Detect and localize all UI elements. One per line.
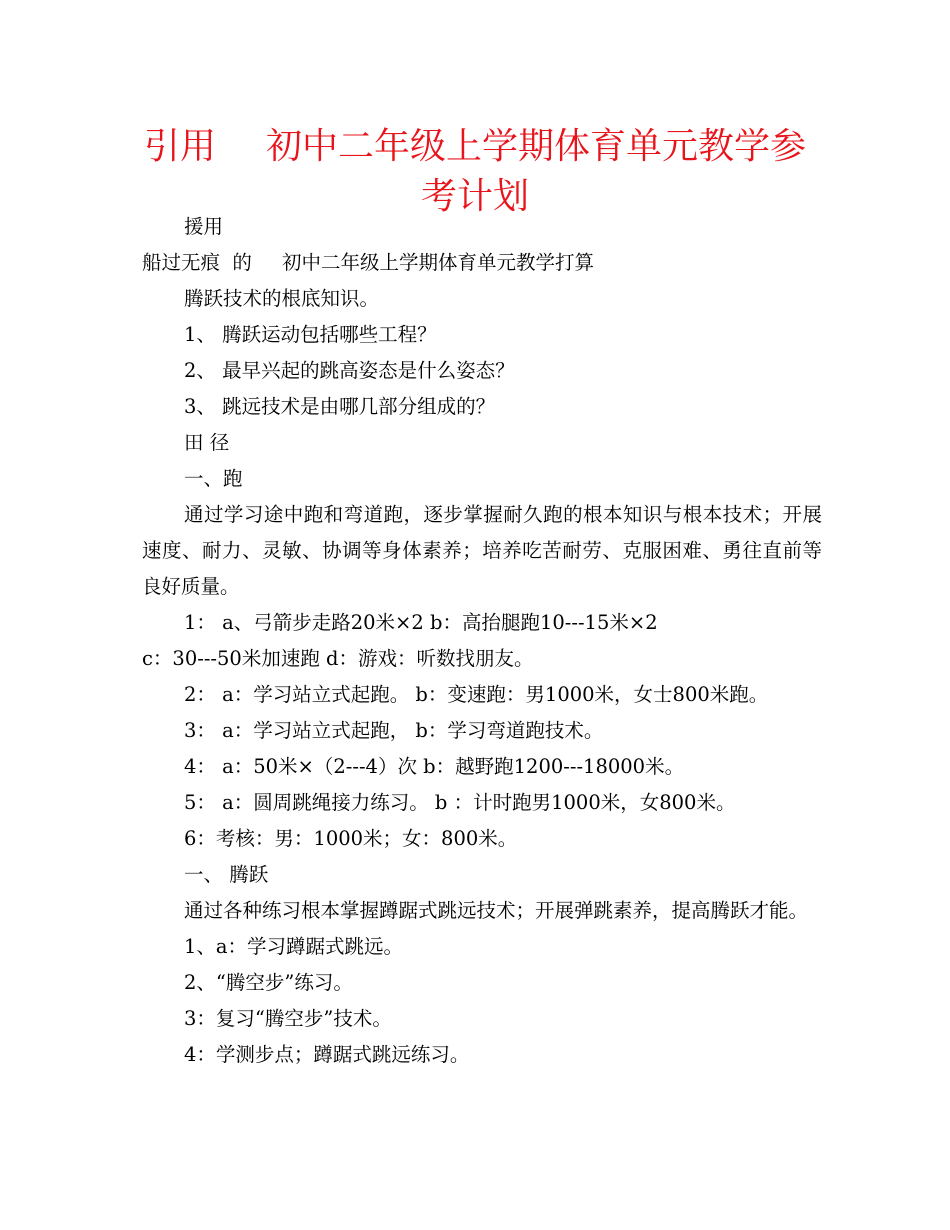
paragraph: 腾跃技术的根底知识。 — [184, 287, 380, 310]
paragraph: 通过学习途中跑和弯道跑，逐步掌握耐久跑的根本知识与根本技术；开展速度、耐力、灵敏、协调等身体素养；培养吃苦耐劳、克服困难、勇往直前等良好质量。 — [142, 503, 822, 598]
question-item: 3、 跳远技术是由哪几部分组成的？ — [184, 395, 496, 418]
question-item: 2、 最早兴起的跳高姿态是什么姿态？ — [184, 359, 515, 382]
title-main: 初中二年级上学期体育单元教学参 — [266, 126, 807, 167]
list-item: 1、a：学习蹲踞式跳远。 — [184, 935, 404, 958]
quote-label: 援用 — [184, 215, 224, 238]
list-item: 4：学测步点；蹲踞式跳远练习。 — [184, 1043, 470, 1066]
document-body — [142, 209, 822, 1073]
list-item: 4： a：50米×（2---4）次 b：越野跑1200---18000米。 — [184, 755, 685, 778]
list-item: 5： a：圆周跳绳接力练习。 b ：计时跑男1000米，女800米。 — [184, 791, 736, 814]
title-prefix: 引用 — [143, 126, 216, 167]
document-title — [120, 122, 830, 222]
paragraph: 通过各种练习根本掌握蹲踞式跳远技术；开展弹跳素养，提高腾跃才能。 — [184, 899, 809, 922]
list-item: 3：复习“腾空步”技术。 — [184, 1007, 392, 1030]
section-heading: 田 径 — [184, 431, 230, 454]
list-item: 3： a：学习站立式起跑， b：学习弯道跑技术。 — [184, 719, 604, 742]
byline — [142, 245, 822, 281]
byline-subject: 初中二年级上学期体育单元教学打算 — [281, 251, 594, 274]
list-item-continuation: c：30---50米加速跑 d：游戏：听数找朋友。 — [142, 647, 534, 670]
list-item: 6：考核：男：1000米；女：800米。 — [184, 827, 518, 850]
list-item: 2、“腾空步”练习。 — [184, 971, 353, 994]
section-heading: 一、 腾跃 — [184, 863, 269, 886]
list-item: 2： a：学习站立式起跑。 b：变速跑：男1000米，女士800米跑。 — [184, 683, 769, 706]
byline-of: 的 — [232, 251, 252, 274]
question-item: 1、 腾跃运动包括哪些工程？ — [184, 323, 437, 346]
title-line2: 考计划 — [420, 176, 529, 217]
list-item: 1： a、弓箭步走路20米×2 b：高抬腿跑10---15米×2 — [184, 611, 658, 634]
author-name: 船过无痕 — [142, 251, 221, 274]
section-heading: 一、跑 — [184, 467, 243, 490]
